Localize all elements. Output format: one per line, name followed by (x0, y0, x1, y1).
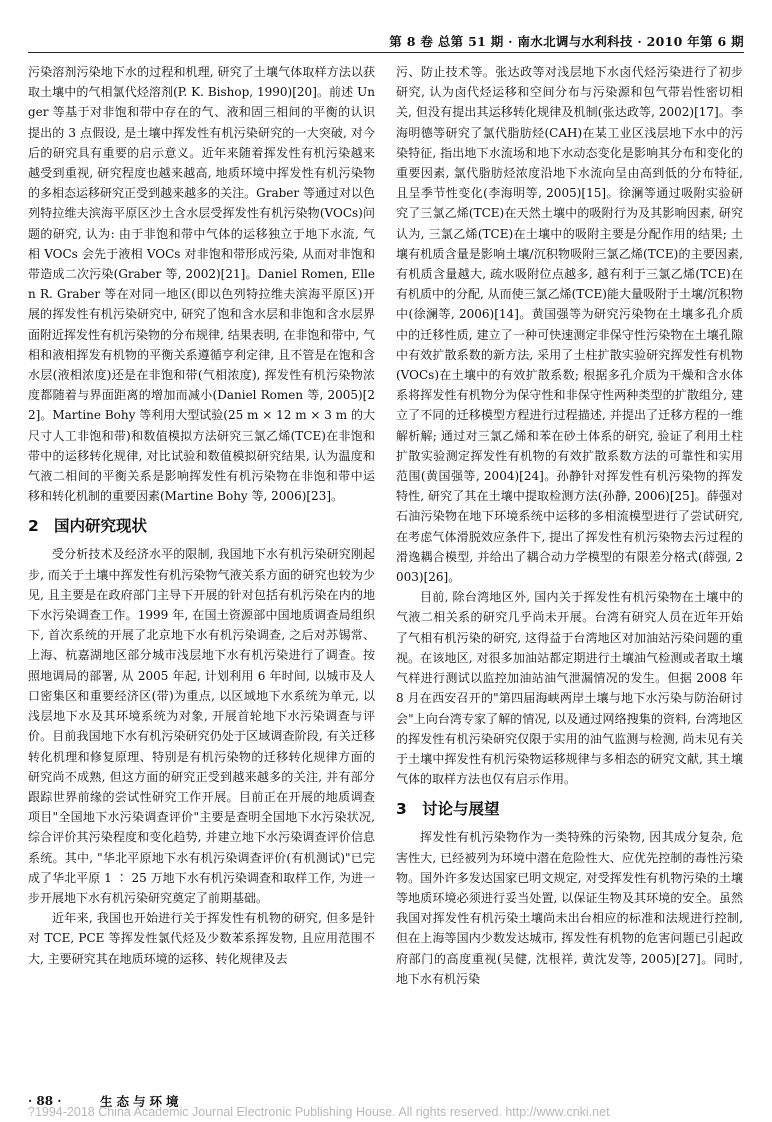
copyright-watermark: ?1994-2018 China Academic Journal Electronic Publishing House. All rights reserved. http://www.cnki.net (28, 1105, 610, 1119)
paragraph: 挥发性有机污染物作为一类特殊的污染物, 因其成分复杂, 危害性大, 已经被列为环境中潜在危险性大、应优先控制的毒性污染物。国外许多发达国家已明文规定, 对受挥发性有机物污染的土壤等地质环境必须进行妥当处置, 以保证生物及其环境的安全。虽然我国对挥发性有机污染土壤尚未出台相应的标准和法规进行控制, 但在上海等国内少数发达城市, 挥发性有机物的危害问题已引起政府部门的高度重视(吴健, 沈根祥, 黄沈发等, 2005)[27]。同时, 地下水有机污染 (396, 830, 743, 986)
page-number: · 88 · (28, 1094, 62, 1108)
left-column (28, 62, 375, 969)
page-footer (28, 1092, 744, 1119)
section-title: 讨论与展望 (422, 800, 500, 819)
paragraph: 污、防止技术等。张达政等对浅层地下水卤代烃污染进行了初步研究, 认为卤代烃运移和空间分布与污染源和包气带岩性密切相关, 但没有提出其运移转化规律及机制(张达政等, 2002)[17]。李海明德等研究了氯代脂肪烃(CAH)在某工业区浅层地下水中的污染特征, 指出地下水流场和地下水动态变化是影响其分布和变化的重要因素, 氯代脂肪烃浓度沿地下水流向呈由高到低的分布特征, 且呈季节性变化(李海明等, 2005)[15]。徐澜等通过吸附实验研究了三氯乙烯(TCE)在天然土壤中的吸附行为及其影响因素, 研究认为, 三氯乙烯(TCE)在土壤中的吸附主要是分配作用的结果; 土壤有机质含量是影响土壤/沉积物吸附三氯乙烯(TCE)的主要因素, 有机质含量越大, 疏水吸附位点越多, 越有利于三氯乙烯(TCE)在有机质中的分配, 从而使三氯乙烯(TCE)能大量吸附于土壤/沉积物中(徐澜等, 2006)[14]。黄国强等为研究污染物在土壤多孔介质中的迁移性质, 建立了一种可快速测定非保守性污染物在土壤孔隙中有效扩散系数的新方法, 采用了土柱扩散实验研究挥发性有机物(VOCs)在土壤中的有效扩散系数; 根据多孔介质为干燥和含水体系将挥发性有机物分为保守性和非保守性两种类型的扩散组分, 建立了不同的迁移模型方程进行过程描述, 并提出了迁移方程的一维解析解; 通过对三氯乙烯和苯在砂土体系的研究, 验证了利用土柱扩散实验测定挥发性有机物的有效扩散系数方法的可靠性和实用范围(黄国强等, 2004)[24]。孙静针对挥发性有机污染物的挥发特性, 研究了其在土壤中提取检测方法(孙静, 2006)[25]。薛强对石油污染物在地下环境系统中运移的多相流模型进行了尝试研究, 在考虑气体滑脱效应条件下, 提出了挥发性有机污染物去污过程的滑逸耦合模型, 并给出了耦合动力学模型的有限差分格式(薛强, 2003)[26]。 (396, 65, 743, 585)
running-head: 第 8 卷 总第 51 期 · 南水北调与水利科技 · 2010 年第 6 期 (389, 34, 744, 49)
section-heading-3 (396, 797, 743, 821)
paragraph: 目前, 除台湾地区外, 国内关于挥发性有机污染物在土壤中的气液二相关系的研究几乎尚未开展。台湾有研究人员在近年开始了气相有机污染的研究, 这得益于台湾地区对加油站污染问题的重视。在该地区, 对很多加油站都定期进行土壤油气检测或者取土壤气样进行测试以监控加油站油气泄漏情况的发生。但据 2008 年 8 月在西安召开的"第四届海峡两岸土壤与地下水污染与防治研讨会"上向台湾专家了解的情况, 以及通过网络搜集的资料, 台湾地区的挥发性有机污染研究仅限于实用的油气监测与检测, 尚未见有关于土壤中挥发性有机污染物运移规律与多相态的研究文献, 其土壤气体的取样方法也仅有启示作用。 (396, 590, 743, 787)
paragraph: 污染溶剂污染地下水的过程和机理, 研究了土壤气体取样方法以获取土壤中的气相氯代烃溶剂(P. K. Bishop, 1990)[20]。前述 Unger 等基于对非饱和带中存在的气、液和固三相间的平衡的认识提出的 3 点假设, 是土壤中挥发性有机污染研究的一大突破, 对今后的研究具有重要的启示意义。近年来随着挥发性有机污染越来越受到重视, 研究程度也越来越高, 地质环境中挥发性有机污染物的多相态运移研究正受到越来越多的关注。Graber 等通过对以色列特拉维夫滨海平原区沙土含水层受挥发性有机污染物(VOCs)问题的研究, 认为: 由于非饱和带中气体的运移独立于地下水流, 气相 VOCs 会先于液相 VOCs 对非饱和带形成污染, 从而对非饱和带造成二次污染(Graber 等, 2002)[21]。Daniel Romen, Ellen R. Graber 等在对同一地区(即以色列特拉维夫滨海平原区)开展的挥发性有机污染研究中, 研究了饱和含水层和非饱和含水层界面附近挥发性有机污染物的分布规律, 结果表明, 在非饱和带中, 气相和液相挥发有机物的平衡关系遵循亨利定律, 且不管是在饱和含水层(液相浓度)还是在非饱和带(气相浓度), 挥发性有机污染物浓度都随着与界面距离的增加而减小(Daniel Romen 等, 2005)[22]。Martine Bohy 等利用大型试验(25 m × 12 m × 3 m 的大尺寸人工非饱和带)和数值模拟方法研究三氯乙烯(TCE)在非饱和带中的运移转化规律, 对比试验和数值模拟研究结果, 认为温度和气液二相间的平衡关系是影响挥发性有机污染物在非饱和带中运移和转化机制的重要因素(Martine Bohy 等, 2006)[23]。 (28, 65, 375, 504)
paragraph: 受分析技术及经济水平的限制, 我国地下水有机污染研究刚起步, 而关于土壤中挥发性有机污染物气液关系方面的研究也较为少见, 且主要是在政府部门主导下开展的针对包括有机污染在内的地下水污染调查工作。1999 年, 在国土资源部中国地质调查局组织下, 首次系统的开展了北京地下水有机污染调查, 之后对苏锡常、上海、杭嘉湖地区部分城市浅层地下水有机污染进行了调查。按照地调局的部署, 从 2005 年起, 计划利用 6 年时间, 以城市及人口密集区和重要经济区(带)为重点, 以区域地下水系统为单元, 以浅层地下水及其环境系统为对象, 开展首轮地下水污染调查与评价。目前我国地下水有机污染研究仍处于区域调查阶段, 有关迁移转化机理和修复原理、特别是有机污染物的迁移转化规律方面的研究尚不成熟, 但这方面的研究正受到越来越多的关注, 并有部分跟踪世界前缘的尝试性研究工作开展。目前正在开展的地质调查项目"全国地下水污染调查评价"主要是查明全国地下水污染状况, 综合评价其污染程度和变化趋势, 并建立地下水污染调查评价信息系统。其中, "华北平原地下水有机污染调查评价(有机测试)"已完成了华北平原 1 ∶ 25 万地下水有机污染调查和取样工作, 为进一步开展地下水有机污染研究奠定了前期基础。 (28, 547, 375, 905)
section-title: 国内研究现状 (54, 517, 148, 536)
section-heading-2 (28, 514, 375, 538)
journal-section-label: 生态与环境 (100, 1094, 183, 1109)
page-header (28, 28, 744, 53)
section-number: 2 (28, 517, 39, 536)
section-number: 3 (396, 800, 407, 819)
paragraph: 近年来, 我国也开始进行关于挥发性有机物的研究, 但多是针对 TCE, PCE 等挥发性氯代烃及少数苯系挥发物, 且应用范围不大, 主要研究其在地质环境的运移、转化规律及去 (28, 911, 375, 966)
right-column (396, 62, 743, 989)
